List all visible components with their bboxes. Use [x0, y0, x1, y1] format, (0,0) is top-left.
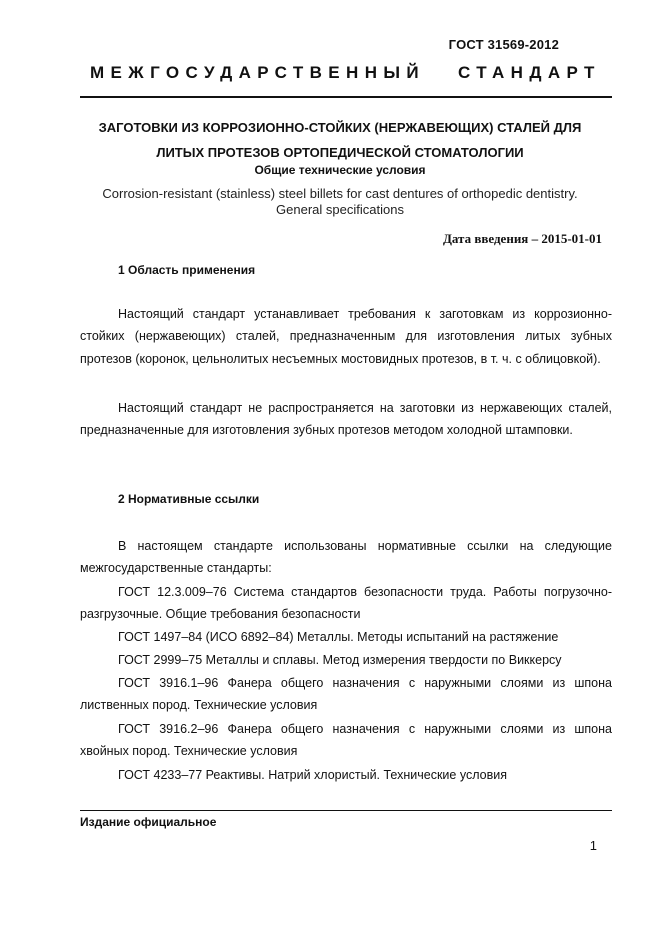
official-edition-label: Издание официальное: [80, 815, 217, 829]
reference-item: ГОСТ 12.3.009–76 Система стандартов безопасности труда. Работы погрузочно-разгрузочные. Общие требования безопасности: [80, 585, 612, 622]
title-line-1: ЗАГОТОВКИ ИЗ КОРРОЗИОННО-СТОЙКИХ (НЕРЖАВЕЮЩИХ) СТАЛЕЙ ДЛЯ: [98, 120, 582, 135]
section-2-heading: 2 Нормативные ссылки: [118, 492, 260, 506]
reference-item: ГОСТ 3916.2–96 Фанера общего назначения с наружными слоями из шпона хвойных пород. Технические условия: [80, 722, 612, 759]
standard-type-word-1: МЕЖГОСУДАРСТВЕННЫЙ: [90, 63, 426, 82]
header-divider: [80, 96, 612, 98]
section-1-paragraph-1: Настоящий стандарт устанавливает требования к заготовкам из коррозионно-стойких (нержавеющих) сталей, предназначенным для изготовления литых зубных протезов (коронок, цельнолитых несъемных мостовидных протезов, в т. ч. с облицовкой).: [80, 307, 612, 366]
section-1-paragraph-2: Настоящий стандарт не распространяется на заготовки из нержавеющих сталей, предназначенные для изготовления зубных протезов методом холодной штамповки.: [80, 401, 612, 438]
reference-item: ГОСТ 3916.1–96 Фанера общего назначения с наружными слоями из шпона лиственных пород. Технические условия: [80, 676, 612, 713]
document-title: [60, 115, 620, 165]
document-number: ГОСТ 31569-2012: [448, 37, 559, 52]
section-2-intro: В настоящем стандарте использованы нормативные ссылки на следующие межгосударственные стандарты:: [80, 539, 612, 576]
reference-item: ГОСТ 4233–77 Реактивы. Натрий хлористый. Технические условия: [118, 768, 507, 782]
reference-item: ГОСТ 1497–84 (ИСО 6892–84) Металлы. Методы испытаний на растяжение: [118, 630, 559, 644]
title-line-2: ЛИТЫХ ПРОТЕЗОВ ОРТОПЕДИЧЕСКОЙ СТОМАТОЛОГИИ: [156, 145, 524, 160]
english-title-line-1: Corrosion-resistant (stainless) steel billets for cast dentures of orthopedic dentistry.: [102, 186, 578, 201]
section-1-heading: 1 Область применения: [118, 263, 256, 277]
footer-divider: [80, 810, 612, 811]
reference-item: ГОСТ 2999–75 Металлы и сплавы. Метод измерения твердости по Виккерсу: [118, 653, 562, 667]
standard-type-header: [90, 63, 600, 83]
page-number: 1: [589, 838, 597, 853]
standard-type-word-2: СТАНДАРТ: [458, 63, 601, 82]
english-title: [60, 186, 620, 218]
document-subtitle: Общие технические условия: [254, 163, 426, 177]
introduction-date: Дата введения – 2015-01-01: [442, 231, 602, 246]
english-title-line-2: General specifications: [276, 202, 404, 217]
